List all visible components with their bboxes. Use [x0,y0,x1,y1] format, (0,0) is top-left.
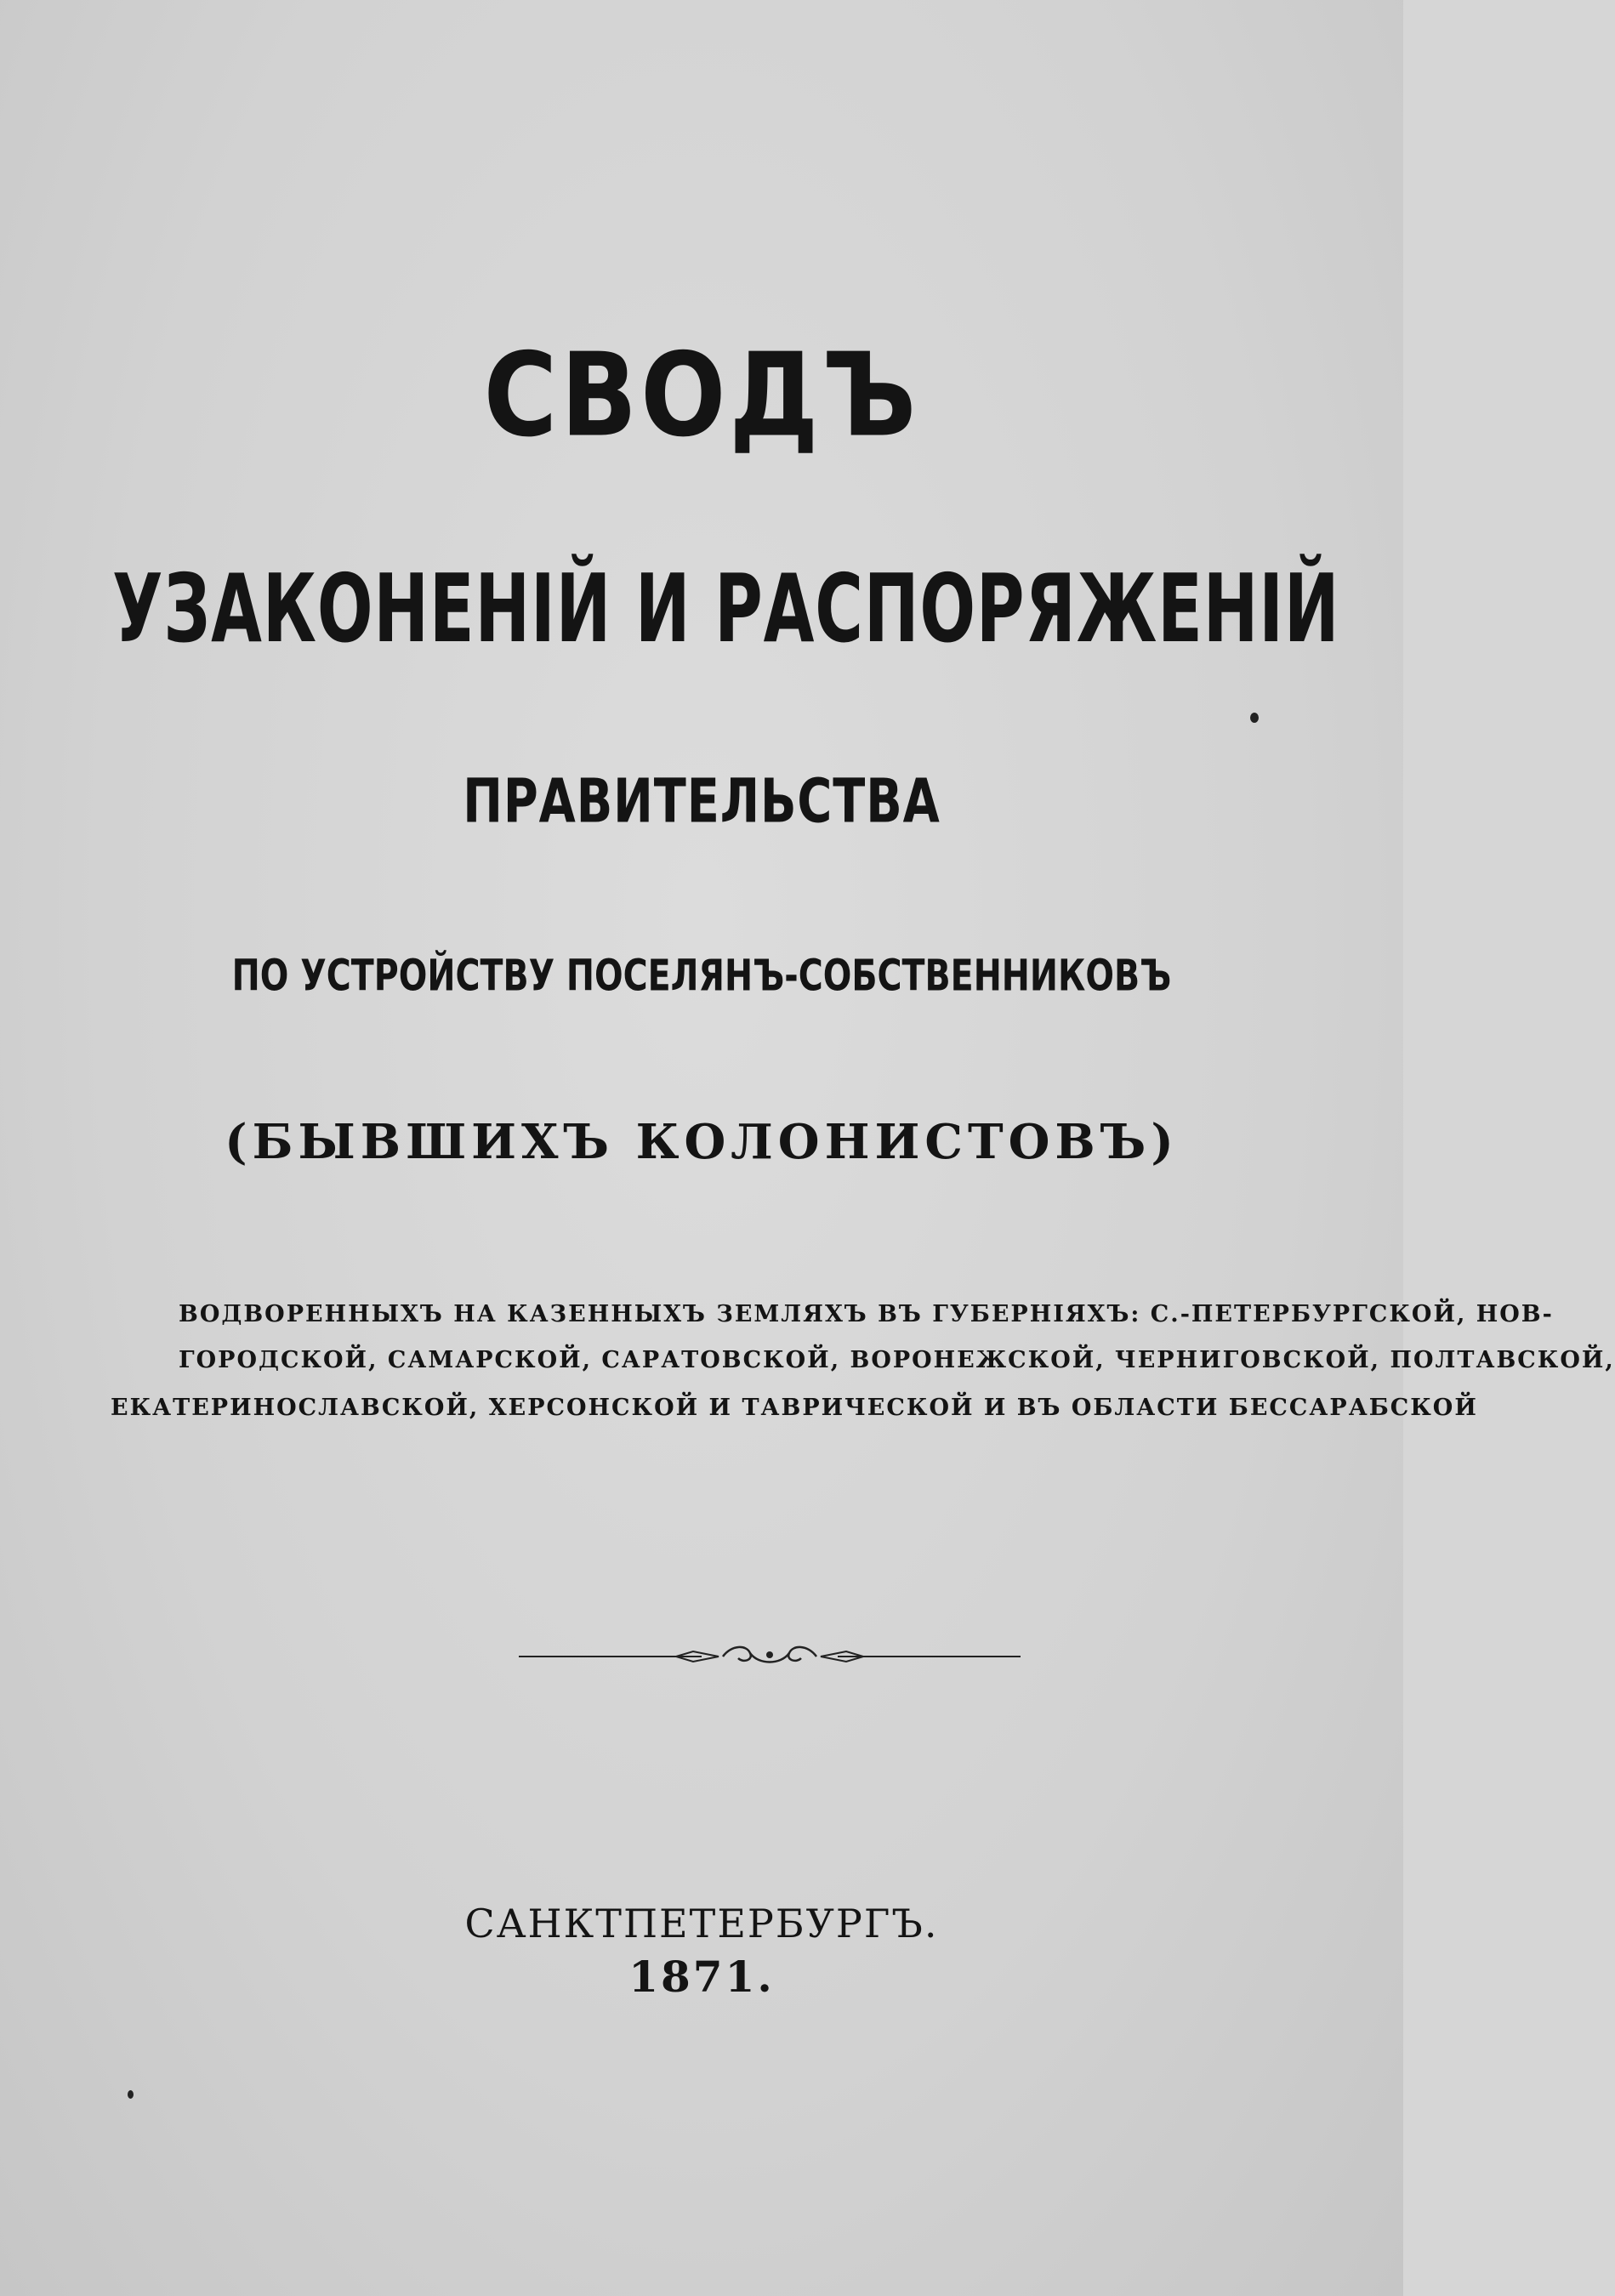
publication-year: 1871. [628,1952,775,2002]
government-heading: ПРАВИТЕЛЬСТВА [463,765,941,837]
ink-speck-icon [128,2090,134,2099]
settlers-heading: ПО УСТРОЙСТВУ ПОСЕЛЯНЪ-СОБСТВЕННИКОВЪ [231,950,1172,1001]
provinces-line-1: ВОДВОРЕННЫХЪ НА КАЗЕННЫХЪ ЗЕМЛЯХЪ ВЪ ГУБЕРНІЯХЪ: С.-ПЕТЕРБУРГСКОЙ, НОВ- [179,1301,1554,1327]
ink-speck-icon [1250,713,1259,723]
former-colonists-heading: (БЫВШИХЪ КОЛОНИСТОВЪ) [225,1114,1179,1170]
provinces-line-3: ЕКАТЕРИНОСЛАВСКОЙ, ХЕРСОНСКОЙ И ТАВРИЧЕСКОЙ И ВЪ ОБЛАСТИ БЕССАРАБСКОЙ [111,1395,1478,1421]
book-title: СВОДЪ [483,327,920,463]
ornament-divider-icon [519,1640,1021,1674]
provinces-line-2: ГОРОДСКОЙ, САМАРСКОЙ, САРАТОВСКОЙ, ВОРОНЕЖСКОЙ, ЧЕРНИГОВСКОЙ, ПОЛТАВСКОЙ, [179,1347,1615,1373]
book-subtitle: УЗАКОНЕНІЙ И РАСПОРЯЖЕНІЙ [112,554,1340,664]
publication-city: САНКТПЕТЕРБУРГЪ. [464,1901,939,1946]
